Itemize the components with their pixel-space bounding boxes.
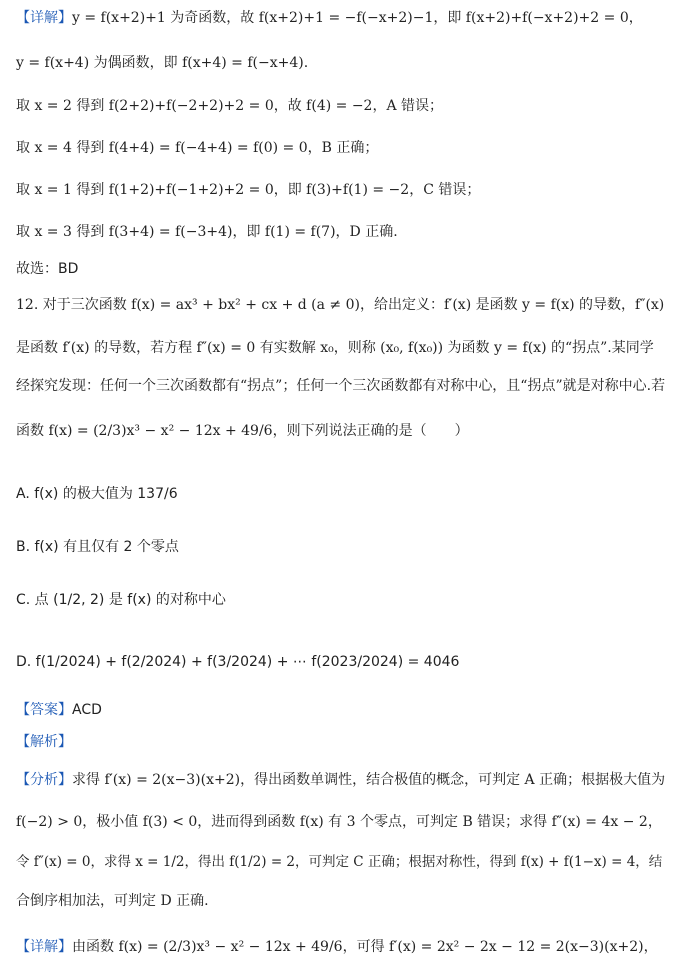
line-text: 合倒序相加法，可判定 D 正确. xyxy=(16,893,209,909)
line-text: D. f(1/2024) + f(2/2024) + f(3/2024) + ⋯ f(2023/2024) = 4046 xyxy=(16,654,460,670)
line-text: 取 x = 3 得到 f(3+4) = f(−3+4)，即 f(1) = f(7)，D 正确. xyxy=(16,224,398,240)
answer-choice-line xyxy=(16,259,682,279)
question-line xyxy=(16,421,682,441)
option-b xyxy=(16,537,682,557)
analysis-line xyxy=(16,812,682,832)
line-text: C. 点 (1/2, 2) 是 f(x) 的对称中心 xyxy=(16,592,226,608)
line-text: y = f(x+2)+1 为奇函数，故 f(x+2)+1 = −f(−x+2)−1，即 f(x+2)+f(−x+2)+2 = 0， xyxy=(72,10,643,26)
line-text: 是函数 f′(x) 的导数，若方程 f″(x) = 0 有实数解 x₀，则称 (x₀, f(x₀)) 为函数 y = f(x) 的“拐点”.某同学 xyxy=(16,340,654,356)
section-tag: 【答案】 xyxy=(16,702,72,718)
line-text: y = f(x+4) 为偶函数，即 f(x+4) = f(−x+4). xyxy=(16,55,309,71)
line-text: B. f(x) 有且仅有 2 个零点 xyxy=(16,539,179,555)
option-d xyxy=(16,652,682,672)
line-text: 取 x = 1 得到 f(1+2)+f(−1+2)+2 = 0，即 f(3)+f(1) = −2，C 错误； xyxy=(16,182,481,198)
analysis-line xyxy=(16,891,682,911)
line-text: 求得 f′(x) = 2(x−3)(x+2)，得出函数单调性，结合极值的概念，可判定 A 正确；根据极大值为 xyxy=(72,772,666,788)
text-line xyxy=(16,138,682,158)
line-text: 取 x = 4 得到 f(4+4) = f(−4+4) = f(0) = 0，B 正确； xyxy=(16,140,379,156)
section-tag: 【解析】 xyxy=(16,734,72,750)
line-text: 经探究发现：任何一个三次函数都有“拐点”；任何一个三次函数都有对称中心，且“拐点”就是对称中心.若 xyxy=(16,378,666,394)
question-line xyxy=(16,338,682,358)
section-tag: 【详解】 xyxy=(16,939,72,955)
analysis-heading xyxy=(16,732,682,752)
analysis-line xyxy=(16,770,682,790)
analysis-line xyxy=(16,852,682,872)
line-text: 取 x = 2 得到 f(2+2)+f(−2+2)+2 = 0，故 f(4) = −2，A 错误； xyxy=(16,98,444,114)
line-text: ACD xyxy=(72,702,102,718)
line-text: 函数 f(x) = (2/3)x³ − x² − 12x + 49/6，则下列说法正确的是（ ） xyxy=(16,423,469,439)
line-text: A. f(x) 的极大值为 137/6 xyxy=(16,486,178,502)
text-line xyxy=(16,222,682,242)
text-line xyxy=(16,96,682,116)
text-line xyxy=(16,180,682,200)
question-line xyxy=(16,295,682,315)
line-text: 令 f″(x) = 0，求得 x = 1/2，得出 f(1/2) = 2，可判定 C 正确；根据对称性，得到 f(x) + f(1−x) = 4，结 xyxy=(16,854,663,870)
line-text: 由函数 f(x) = (2/3)x³ − x² − 12x + 49/6，可得 f′(x) = 2x² − 2x − 12 = 2(x−3)(x+2)， xyxy=(72,939,658,955)
text-line xyxy=(16,53,682,73)
option-c xyxy=(16,590,682,610)
line-text: 故选：BD xyxy=(16,261,79,277)
line-text: 12. 对于三次函数 f(x) = ax³ + bx² + cx + d (a ≠ 0)，给出定义：f′(x) 是函数 y = f(x) 的导数，f″(x) xyxy=(16,297,665,313)
section-tag: 【详解】 xyxy=(16,10,72,26)
answer-line xyxy=(16,700,682,720)
question-line xyxy=(16,376,682,396)
detail-line xyxy=(16,937,682,957)
line-text: f(−2) > 0，极小值 f(3) < 0，进而得到函数 f(x) 有 3 个零点，可判定 B 错误；求得 f″(x) = 4x − 2， xyxy=(16,814,662,830)
option-a xyxy=(16,484,682,504)
section-tag: 【分析】 xyxy=(16,772,72,788)
text-line xyxy=(16,8,682,28)
